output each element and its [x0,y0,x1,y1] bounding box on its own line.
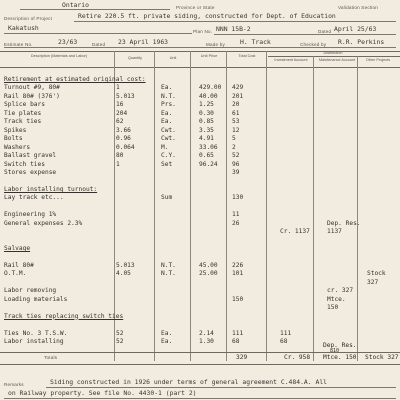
row-unit: Ea. [161,109,173,117]
totals-maintenance: Mtce. 150 [323,354,357,361]
remarks-underline-2 [4,398,396,399]
row-quantity: 16 [116,101,124,109]
table-row [4,152,398,160]
row-description: Retirement at estimated original cost: [4,76,146,83]
row-quantity: 1 [116,160,120,168]
row-quantity: 3.66 [116,126,131,134]
date-value: 23 April 1963 [118,38,169,46]
row-investment: 111 [280,329,292,337]
table-row [4,330,398,338]
row-total-cost: 150 [232,295,244,303]
row-other: Stock [367,270,386,278]
row-unit-price: 0.65 [199,152,214,160]
row-unit: Ea. [161,329,173,337]
estimate-value: 23/63 [58,38,78,46]
table-row [4,93,398,101]
row-investment: 68 [280,337,288,345]
table-row [4,161,398,169]
table-row [4,203,398,211]
description-label: Description of Project [4,16,53,21]
estimate-label: Estimate No. [4,42,33,47]
row-description: Lay track etc... [4,194,64,202]
table-row [4,194,398,202]
distribution-rule [268,56,400,57]
remarks-line-1: Siding constructed in 1926 under terms of general agreement C.484.A. All [50,378,328,386]
row-quantity: 52 [116,337,124,345]
row-unit: Ea. [161,337,173,345]
estimate-underline [4,47,396,48]
row-description: Engineering 1% [4,211,57,219]
row-total-cost: 226 [232,261,244,269]
row-unit: N.T. [161,92,176,100]
table-row [4,228,398,236]
row-description: Bolts [4,135,23,143]
row-maintenance: cr. 327 [327,287,354,295]
totals-total: 329 [236,354,248,361]
row-total-cost: 11 [232,211,240,219]
row-description: Switch ties [4,160,45,168]
row-unit-price: 1.25 [199,101,214,109]
row-description: Labor installing turnout: [4,185,98,193]
totals-investment: Cr. 958 [284,354,311,361]
table-row [4,144,398,152]
row-total-cost: 39 [232,168,240,176]
row-description: Spikes [4,126,27,134]
totals-bottom-rule [0,364,400,365]
table-row [4,304,398,312]
row-total-cost: 68 [232,337,240,345]
row-quantity: 52 [116,329,124,337]
row-unit-price: 40.00 [199,92,218,100]
place-value: Kakatush [8,24,39,32]
totals-row [4,353,398,363]
row-description: Track ties [4,118,42,126]
table-row [4,177,398,185]
row-quantity: 0.96 [116,135,131,143]
row-investment: Cr. 1137 [280,228,310,236]
row-description: Rail 80# (376') [4,92,60,100]
row-unit-price: 2.14 [199,329,214,337]
row-description: Ties No. 3 T.S.W. [4,329,68,337]
row-total-cost: 96 [232,160,240,168]
row-description: General expenses 2.3% [4,219,83,227]
table-row [4,245,398,253]
col-maintenance: Maintenance Account [318,58,356,62]
remarks-underline-1 [46,387,396,388]
row-description: Track ties replacing switch ties [4,312,124,320]
dated-label: Dated [318,29,332,34]
table-row [4,110,398,118]
table-row [4,118,398,126]
row-description: Splice bars [4,101,45,109]
table-row [4,287,398,295]
row-total-cost: 20 [232,101,240,109]
row-description: Loading materials [4,295,68,303]
totals-dep-res-amount: 810 [330,348,340,354]
totals-label: Totals [44,355,58,360]
made-by-value: H. Track [240,38,271,46]
date-label: Dated [92,42,106,47]
col-total-cost: Total Cost [238,54,256,58]
row-description: Turnout #9, 80# [4,84,60,92]
row-unit: Prs. [161,101,176,109]
row-maintenance: Mtce. [327,295,346,303]
row-unit: Ea. [161,118,173,126]
row-description: Tie plates [4,109,42,117]
table-row [4,135,398,143]
table-row [4,296,398,304]
table-row [4,220,398,228]
row-maintenance: 150 [327,304,339,312]
row-total-cost: 111 [232,329,244,337]
col-quantity: Quantity [127,56,143,60]
row-description: Ballast gravel [4,152,57,160]
totals-other: Stock 327 [365,354,399,361]
remarks-line-2: on Railway property. See file No. 4430-1 (part 2) [8,389,197,397]
table-row [4,321,398,329]
checked-by-value: R.R. Perkins [338,38,385,46]
row-unit: Ea. [161,84,173,92]
table-row [4,270,398,278]
row-description: Labor installing [4,337,64,345]
table-row [4,279,398,287]
row-unit: N.T. [161,270,176,278]
table-row [4,76,398,84]
header-bottom-rule [0,67,400,68]
row-unit-price: 33.06 [199,143,218,151]
row-unit: C.Y. [161,152,176,160]
province-label: Province or State [176,5,215,10]
row-total-cost: 2 [232,143,236,151]
plan-value: NNN 15B-2 [216,25,251,33]
row-unit-price: 0.85 [199,118,214,126]
row-unit: N.T. [161,261,176,269]
row-total-cost: 429 [232,84,244,92]
table-row [4,253,398,261]
made-by-label: Made by [206,42,226,47]
row-total-cost: 53 [232,118,240,126]
row-total-cost: 52 [232,152,240,160]
col-description: Description (Materials and Labor) [30,54,88,58]
table-row [4,211,398,219]
row-maintenance: 1137 [327,228,342,236]
row-unit: Sum [161,194,173,202]
row-quantity: 1 [116,84,120,92]
totals-dep-res: Dep. Res. [323,342,357,349]
col-distribution: Distribution [323,51,343,55]
row-unit-price: 45.00 [199,261,218,269]
row-total-cost: 26 [232,219,240,227]
plan-label: Plan No. [193,29,213,34]
col-unit: Unit [169,56,177,60]
row-description: Stores expense [4,168,57,176]
col-investment: Investment Account [274,58,308,62]
row-unit: M. [161,143,169,151]
row-total-cost: 5 [232,135,236,143]
row-quantity: 0.064 [116,143,135,151]
row-quantity: 204 [116,109,128,117]
province-value: Ontario [62,1,89,9]
table-row [4,127,398,135]
row-unit-price: 4.91 [199,135,214,143]
row-description: O.T.M. [4,270,27,278]
table-row [4,237,398,245]
province-underline [20,9,170,10]
row-total-cost: 101 [232,270,244,278]
row-unit: Cwt. [161,135,176,143]
row-total-cost: 201 [232,92,244,100]
table-row [4,313,398,321]
row-other: 327 [367,278,379,286]
row-description: Washers [4,143,31,151]
row-total-cost: 130 [232,194,244,202]
row-quantity: 5.013 [116,261,135,269]
row-unit-price: 25.00 [199,270,218,278]
place-underline [4,33,192,34]
row-description: Rail 80# [4,261,34,269]
table-row [4,101,398,109]
description-underline [74,21,396,22]
row-total-cost: 61 [232,109,240,117]
validation-label: Validation Section [338,5,379,10]
row-description: Labor removing [4,287,57,295]
plan-underline [214,34,396,35]
table-row [4,169,398,177]
row-unit: Set [161,160,173,168]
remarks-label: Remarks [4,382,24,387]
row-unit-price: 3.35 [199,126,214,134]
row-quantity: 5.013 [116,92,135,100]
row-quantity: 4.05 [116,270,131,278]
checked-by-label: Checked by [300,42,327,47]
row-description: Salvage [4,245,31,252]
row-unit-price: 0.30 [199,109,214,117]
row-total-cost: 12 [232,126,240,134]
col-unit-price: Unit Price [200,54,218,58]
row-unit-price: 429.00 [199,84,222,92]
row-quantity: 80 [116,152,124,160]
row-unit-price: 1.30 [199,337,214,345]
description-value: Retire 220.5 ft. private siding, constructed for Dept. of Education [78,12,336,20]
dated-value: April 25/63 [334,25,377,33]
row-quantity: 62 [116,118,124,126]
row-unit-price: 96.24 [199,160,218,168]
table-row [4,262,398,270]
col-other: Other Projects [365,58,391,62]
row-unit: Cwt. [161,126,176,134]
table-row [4,84,398,92]
table-row [4,186,398,194]
row-maintenance: Dep. Res. [327,219,361,227]
